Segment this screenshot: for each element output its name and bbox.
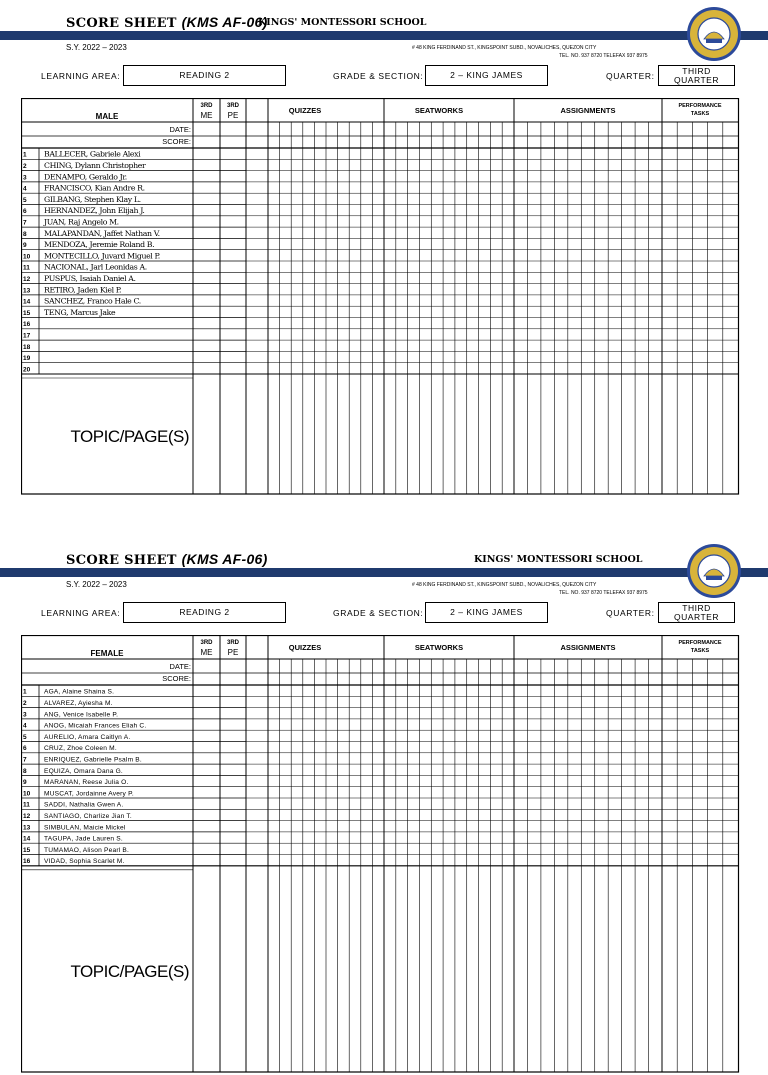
student-name: SADDI, Nathalia Gwen A. [44, 801, 124, 809]
student-name: DENAMPO, Geraldo Jr. [44, 172, 127, 182]
student-name: RETIRO, Jaden Kiel P. [44, 285, 122, 295]
row-number: 4 [23, 185, 27, 193]
form-code: (KMS AF-06) [181, 14, 268, 30]
row-number: 13 [23, 824, 31, 832]
school-address: # 48 KING FERDINAND ST., KINGSPOINT SUBD., NOVALICHES, QUEZON CITY [412, 582, 597, 588]
performance-header-line2: TASKS [690, 111, 710, 117]
row-number: 8 [23, 767, 27, 775]
row-number: 6 [23, 745, 27, 753]
row-number: 7 [23, 219, 27, 227]
grade-section-label: GRADE & SECTION: [333, 71, 424, 81]
quarter-label: QUARTER: [606, 608, 655, 618]
row-number: 9 [23, 779, 27, 787]
grade-section-field[interactable]: 2 – KING JAMES [425, 602, 548, 623]
student-name: MUSCAT, Jordainne Avery P. [44, 790, 134, 798]
row-number: 10 [23, 253, 31, 261]
school-name: KINGS' MONTESSORI SCHOOL [258, 17, 427, 28]
date-label: DATE: [169, 125, 191, 134]
assignments-header: ASSIGNMENTS [560, 106, 616, 115]
school-address: # 48 KING FERDINAND ST., KINGSPOINT SUBD., NOVALICHES, QUEZON CITY [412, 45, 597, 51]
learning-area-field[interactable]: READING 2 [123, 602, 286, 623]
row-number: 19 [23, 355, 31, 363]
performance-header-line2: TASKS [690, 648, 710, 654]
title-text: SCORE SHEET [66, 16, 177, 31]
student-name: ENRIQUEZ, Gabrielle Psalm B. [44, 756, 142, 764]
performance-header-line1: PERFORMANCE [678, 103, 722, 109]
me-header: ME [200, 111, 213, 120]
quarter-field[interactable]: THIRD QUARTER [658, 65, 735, 86]
gender-header: FEMALE [90, 649, 124, 658]
learning-area-label: LEARNING AREA: [41, 608, 121, 618]
seatworks-header: SEATWORKS [414, 106, 464, 115]
row-number: 15 [23, 309, 31, 317]
learning-area-field[interactable]: READING 2 [123, 65, 286, 86]
student-name: MENDOZA, Jeremie Roland B. [44, 240, 155, 250]
row-number: 1 [23, 688, 27, 696]
row-number: 10 [23, 790, 31, 798]
student-name: MONTECILLO, Juvard Miguel P. [44, 251, 160, 261]
score-label: SCORE: [162, 137, 191, 146]
student-name: AURELIO, Amara Caitlyn A. [44, 733, 131, 741]
row-number: 2 [23, 163, 27, 170]
row-number: 5 [23, 196, 27, 204]
topic-page-label: TOPIC/PAGE(S) [70, 427, 189, 446]
row-number: 2 [23, 700, 27, 707]
assignments-header: ASSIGNMENTS [560, 643, 616, 652]
form-code: (KMS AF-06) [181, 551, 268, 567]
grade-section-field[interactable]: 2 – KING JAMES [425, 65, 548, 86]
row-number: 18 [23, 343, 31, 351]
row-number: 12 [23, 813, 31, 820]
school-seal-icon [686, 543, 742, 599]
row-number: 3 [23, 174, 27, 182]
me-header-ordinal: 3RD [200, 103, 213, 109]
grid-frame [22, 636, 739, 1073]
student-name: PUSPUS, Isaiah Daniel A. [44, 274, 136, 283]
score-label: SCORE: [162, 674, 191, 683]
pe-header-ordinal: 3RD [226, 103, 240, 109]
topic-page-label: TOPIC/PAGE(S) [70, 961, 189, 981]
row-number: 20 [23, 366, 31, 374]
row-number: 8 [23, 230, 27, 238]
gender-header: MALE [95, 112, 119, 121]
row-number: 6 [23, 208, 27, 216]
pe-header-ordinal: 3RD [226, 640, 240, 646]
row-number: 9 [23, 242, 27, 250]
student-name: GILBANG, Stephen Klay L. [44, 194, 141, 204]
student-name: TENG, Marcus Jake [44, 307, 116, 317]
seatworks-header: SEATWORKS [414, 643, 464, 652]
quarter-field[interactable]: THIRD QUARTER [658, 602, 735, 623]
student-name: TUMAMAO, Alison Pearl B. [44, 846, 130, 854]
student-name: JUAN, Raj Angelo M. [44, 217, 119, 227]
date-label: DATE: [169, 662, 191, 671]
quizzes-header: QUIZZES [288, 106, 322, 115]
row-number: 12 [23, 276, 31, 283]
student-name: SANTIAGO, Charlize Jian T. [44, 813, 132, 820]
row-number: 17 [23, 332, 31, 340]
school-name: KINGS' MONTESSORI SCHOOL [474, 554, 643, 565]
school-telephone: TEL. NO. 937 8720 TELEFAX 937 8975 [559, 590, 648, 596]
student-name: MARANAN, Reese Julia O. [44, 779, 129, 787]
student-name: ALVAREZ, Ayiesha M. [44, 700, 113, 707]
student-name: NACIONAL, Jarl Leonidas A. [44, 262, 147, 272]
row-number: 7 [23, 756, 27, 764]
student-name: VIDAD, Sophia Scarlet M. [44, 858, 125, 866]
learning-area-label: LEARNING AREA: [41, 71, 121, 81]
row-number: 15 [23, 846, 31, 854]
student-name: SIMBULAN, Maicie Mickel [44, 824, 126, 832]
student-name: FRANCISCO, Kian Andre R. [44, 183, 145, 193]
student-name: AGA, Alaine Shaina S. [44, 688, 115, 696]
score-grid [21, 98, 741, 498]
row-number: 11 [23, 264, 30, 272]
student-name: MALAPANDAN, Jaffet Nathan V. [44, 228, 160, 238]
student-name: ANOG, Micaiah Frances Eliah C. [44, 722, 147, 730]
student-name: HERNANDEZ, John Elijah J. [44, 206, 145, 216]
header-band [0, 31, 768, 40]
sheet-title [66, 14, 268, 31]
student-name: BALLECER, Gabriele Alexi [44, 149, 141, 159]
row-number: 4 [23, 722, 27, 730]
title-text: SCORE SHEET [66, 553, 177, 568]
row-number: 14 [23, 298, 31, 306]
row-number: 5 [23, 733, 27, 741]
me-header: ME [200, 648, 213, 657]
student-name: CHING, Dylann Christopher [44, 161, 146, 170]
sheet-title [66, 551, 268, 568]
grade-section-label: GRADE & SECTION: [333, 608, 424, 618]
school-seal-icon [686, 6, 742, 62]
student-name: CRUZ, Zhoe Coleen M. [44, 745, 117, 753]
quizzes-header: QUIZZES [288, 643, 322, 652]
row-number: 16 [23, 858, 31, 866]
school-telephone: TEL. NO. 937 8720 TELEFAX 937 8975 [559, 53, 648, 59]
row-number: 1 [23, 151, 27, 159]
quarter-label: QUARTER: [606, 71, 655, 81]
row-number: 16 [23, 321, 31, 329]
row-number: 3 [23, 711, 27, 719]
pe-header: PE [227, 648, 239, 657]
me-header-ordinal: 3RD [200, 640, 213, 646]
school-year: S.Y. 2022 – 2023 [66, 580, 127, 589]
student-name: SANCHEZ, Franco Hale C. [44, 296, 141, 306]
student-name: ANG, Venice Isabelle P. [44, 711, 119, 719]
row-number: 14 [23, 835, 31, 843]
pe-header: PE [227, 111, 239, 120]
school-year: S.Y. 2022 – 2023 [66, 43, 127, 52]
score-grid [21, 635, 741, 1075]
row-number: 13 [23, 287, 31, 295]
performance-header-line1: PERFORMANCE [678, 640, 722, 646]
student-name: TAGUPA, Jade Lauren S. [44, 835, 123, 843]
row-number: 11 [23, 801, 30, 809]
student-name: EQUIZA, Omara Dana G. [44, 767, 123, 775]
header-band [0, 568, 768, 577]
